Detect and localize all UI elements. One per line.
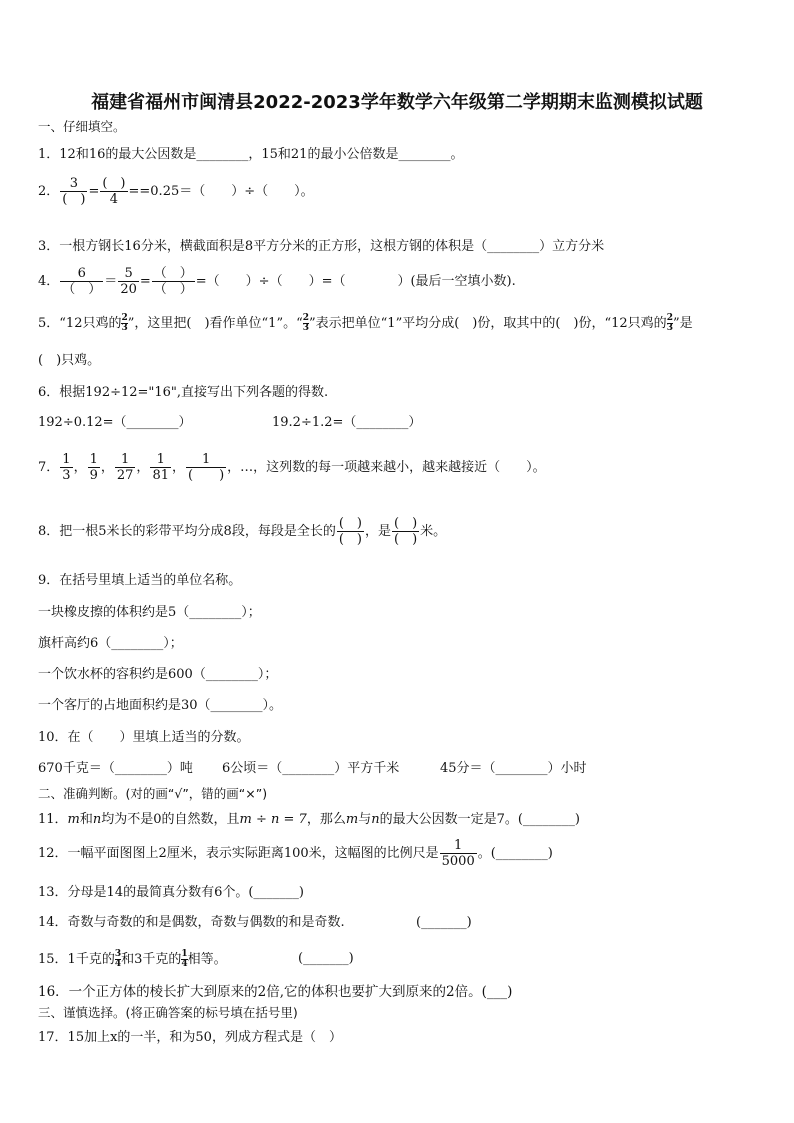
question-6a: 192÷0.12=（________） [38,415,192,430]
question-9d: 一个客厅的占地面积约是30（________）。 [38,698,283,713]
question-10b: 6公顷＝（________）平方千米 [222,761,400,776]
question-1: 1．12和16的最大公因数是________，15和21的最小公倍数是________。 [38,147,464,162]
fraction: $\frac{2}{3}$ [666,313,673,333]
math-expression: m ÷ n = 7 [239,812,307,827]
question-7: 7． $\frac{1}{3}$ ， $\frac{1}{9}$ ， $\frac{1}{27}$ ， $\frac{1}{81}$ ， 1 ( ) ，…，这列数的每一项越来越小，越来越接近（ ）。 [38,452,546,483]
fraction: $\frac{1}{4}$ [181,949,188,969]
question-17: 17．15加上x的一半，和为50，列成方程式是（ ） [38,1030,342,1045]
question-8: 8．把一根5米长的彩带平均分成8段，每段是全长的 ( ) ( ) ，是 ( ) ( ) 米。 [38,516,447,547]
fraction: （ ） （ ） [153,266,193,297]
fraction: $\frac{1}{3}$ [62,452,71,483]
fraction: $\frac{1}{81}$ [152,452,169,483]
question-14-blank: (_______) [416,915,472,930]
question-12: 12．一幅平面图图上2厘米，表示实际距离100米，这幅图的比例尺是 $\frac{1}{5000}$ 。(________) [38,838,553,869]
question-9b: 旗杆高约6（________）； [38,636,183,651]
fraction: ( ) ( ) [394,516,418,547]
fraction: $\frac{2}{3}$ [302,313,309,333]
question-4: 4． 6 （ ） ＝ $\frac{5}{20}$ = （ ） （ ） =（ ）÷（ ）=（ ）(最后一空填小数). [38,266,516,297]
question-14: 14．奇数与奇数的和是偶数，奇数与偶数的和是奇数. [38,915,345,930]
fraction: $\frac{5}{20}$ [120,266,137,297]
fraction: $\frac{1}{27}$ [116,452,134,483]
question-3: 3．一根方钢长16分米，横截面积是8平方分米的正方形，这根方钢的体积是（________）立方分米 [38,239,605,254]
fraction: ( ) 4 [102,176,126,207]
question-11: 11．m和n均为不是0的自然数，且m ÷ n = 7，那么m与n的最大公因数一定是7。(________) [38,812,580,827]
question-9: 9．在括号里填上适当的单位名称。 [38,573,242,588]
fraction: $\frac{2}{3}$ [121,313,128,333]
question-5: 5．“12只鸡的 $\frac{2}{3}$ ”，这里把( )看作单位“1”。“ $\frac{2}{3}$ ”表示把单位“1”平均分成( )份，取其中的( )份，“12只鸡的 $\frac{2}{3}$ ”是 [38,313,693,333]
fraction: $\frac{1}{9}$ [89,452,98,483]
question-6b: 19.2÷1.2=（________） [272,415,422,430]
fraction: 1 ( ) [188,452,225,483]
question-2: 2． 3 ( ) = ( ) 4 ==0.25＝（ ）÷（ ）。 [38,176,314,207]
section-heading-choice: 三、谨慎选择。(将正确答案的标号填在括号里) [38,1005,298,1020]
fraction: 6 （ ） [62,266,102,297]
page-title: 福建省福州市闽清县2022-2023学年数学六年级第二学期期末监测模拟试题 [91,92,703,113]
question-10a: 670千克＝（________）吨 [38,761,193,776]
fraction: ( ) ( ) [338,516,362,547]
question-10c: 45分＝（________）小时 [440,761,587,776]
question-number: 2． [38,184,60,199]
question-9c: 一个饮水杯的容积约是600（________）； [38,667,278,682]
fraction: $\frac{3}{4}$ [114,949,122,969]
question-9a: 一块橡皮擦的体积约是5（________）； [38,605,261,620]
question-15-blank: (_______) [298,951,354,966]
question-15: 15．1千克的 $\frac{3}{4}$ 和3千克的 $\frac{1}{4}$ 相等。 [38,949,227,969]
question-16: 16．一个正方体的棱长扩大到原来的2倍,它的体积也要扩大到原来的2倍。(___) [38,984,513,1000]
question-10: 10．在（ ）里填上适当的分数。 [38,730,250,745]
question-13: 13．分母是14的最简真分数有6个。(_______) [38,885,304,900]
question-6: 6．根据192÷12="16",直接写出下列各题的得数. [38,385,329,400]
fraction: $\frac{1}{5000}$ [441,838,475,869]
section-heading-fill-blank: 一、仔细填空。 [38,119,126,134]
fraction: 3 ( ) [62,176,86,207]
question-5-line-2: ( )只鸡。 [38,353,101,368]
section-heading-judgement: 二、准确判断。(对的画“√”，错的画“×”) [38,786,268,801]
